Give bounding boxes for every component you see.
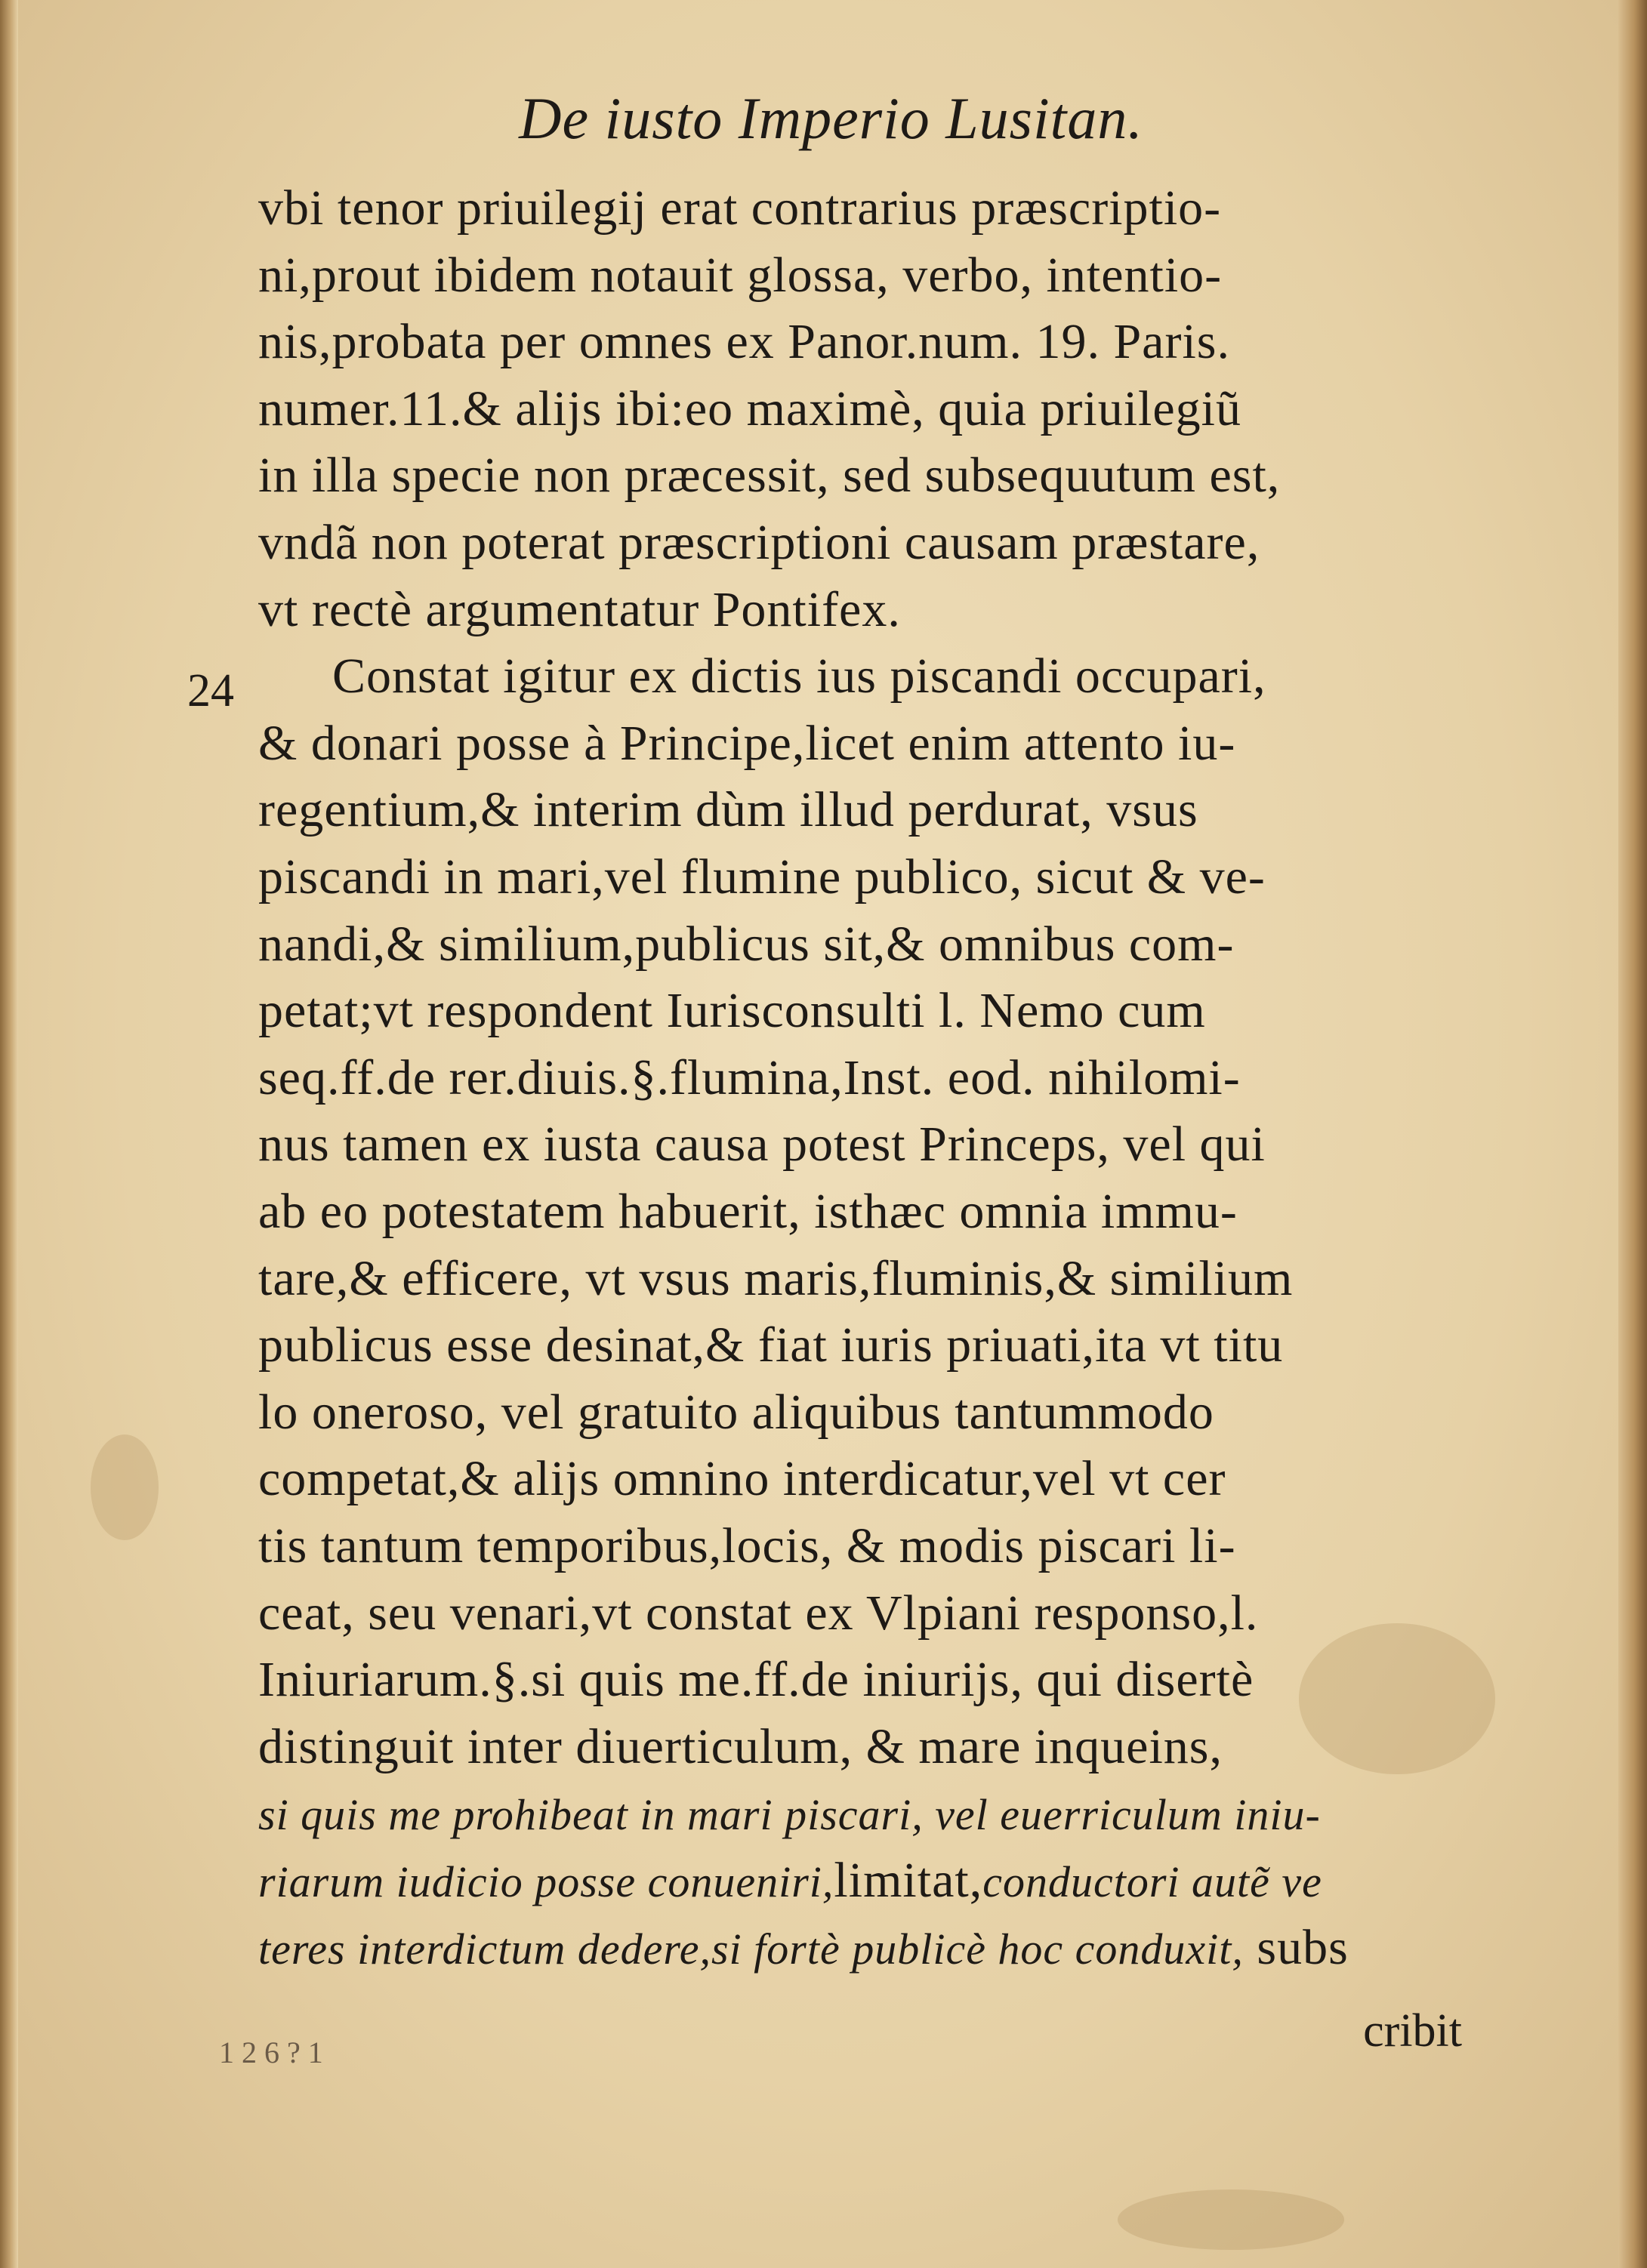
text-line	[258, 710, 1235, 777]
text-line	[258, 1246, 1293, 1312]
text-segment: ab eo potestatem habuerit, isthæc omnia immu-	[258, 1184, 1238, 1239]
text-line	[258, 1915, 1349, 1981]
text-segment: subs	[1243, 1919, 1349, 1975]
text-line	[258, 376, 1241, 442]
text-line	[258, 1045, 1241, 1111]
text-segment: lo oneroso, vel gratuito aliquibus tantummodo	[258, 1384, 1214, 1440]
text-segment: si quis me prohibeat in mari piscari, vel euerriculum iniu-	[258, 1790, 1321, 1840]
text-segment: limitat,	[834, 1853, 983, 1908]
text-line	[258, 1379, 1214, 1446]
binding-gutter	[0, 0, 18, 2268]
text-segment: Iniuriarum.§.si quis me.ff.de iniurijs, qui disertè	[258, 1652, 1254, 1708]
text-line	[332, 643, 1266, 710]
text-segment: conductori autẽ ve	[982, 1857, 1322, 1906]
text-line	[258, 1580, 1258, 1647]
text-line	[258, 777, 1198, 843]
text-line	[258, 978, 1206, 1044]
text-line	[258, 510, 1260, 576]
running-head: De iusto Imperio Lusitan.	[519, 85, 1143, 151]
foxing-stain	[1299, 1623, 1495, 1774]
text-segment: ceat, seu venari,vt constat ex Vlpiani responso,l.	[258, 1585, 1259, 1641]
text-line	[258, 1780, 1321, 1847]
signature-mark: 1 2 6 ? 1	[219, 2035, 323, 2069]
text-line	[258, 1111, 1266, 1178]
text-segment: regentium,& interim dùm illud perdurat, vsus	[258, 782, 1198, 838]
text-segment: distinguit inter diuerticulum, & mare inqueins,	[258, 1718, 1223, 1774]
text-segment: piscandi in mari,vel flumine publico, sicut & ve-	[258, 849, 1266, 904]
text-segment: competat,& alijs omnino interdicatur,vel vt cer	[258, 1451, 1226, 1507]
text-segment: nis,probata per omnes ex Panor.num. 19. Paris.	[258, 314, 1230, 370]
text-segment: nus tamen ex iusta causa potest Princeps, vel qui	[258, 1117, 1266, 1173]
text-segment: seq.ff.de rer.diuis.§.flumina,Inst. eod. nihilomi-	[258, 1049, 1241, 1105]
text-segment: tis tantum temporibus,locis, & modis piscari li-	[258, 1518, 1236, 1573]
text-segment: numer.11.& alijs ibi:eo maximè, quia priuilegiũ	[258, 381, 1241, 436]
text-line	[258, 1446, 1226, 1512]
text-segment: publicus esse desinat,& fiat iuris priuati,ita vt titu	[258, 1317, 1284, 1373]
text-segment: in illa specie non præcessit, sed subsequutum est,	[258, 448, 1281, 504]
text-line	[258, 844, 1266, 911]
catchword: cribit	[1363, 2005, 1462, 2057]
text-segment: vbi tenor priuilegij erat contrarius præscriptio-	[258, 180, 1222, 236]
text-line	[258, 1513, 1236, 1579]
text-line	[258, 175, 1221, 242]
text-segment: Constat igitur ex dictis ius piscandi occupari,	[332, 649, 1266, 704]
text-line	[258, 1847, 1322, 1914]
text-segment: vt rectè argumentatur Pontifex.	[258, 581, 901, 637]
text-segment: ni,prout ibidem notauit glossa, verbo, intentio-	[258, 247, 1223, 303]
text-line	[258, 1714, 1223, 1780]
text-line	[258, 911, 1235, 978]
text-line	[258, 1179, 1238, 1245]
page-edge	[1618, 0, 1647, 2268]
foxing-stain	[91, 1434, 159, 1540]
text-line	[258, 442, 1280, 509]
text-segment: teres interdictum dedere,si fortè publicè hoc conduxit,	[258, 1924, 1244, 1974]
text-segment: riarum iudicio posse conueniri,	[258, 1857, 834, 1906]
foxing-stain	[1118, 2189, 1344, 2250]
marginal-number: 24	[187, 665, 234, 716]
text-segment: tare,& efficere, vt vsus maris,fluminis,& similium	[258, 1250, 1294, 1306]
text-line	[258, 309, 1230, 375]
text-segment: & donari posse à Principe,licet enim attento iu-	[258, 715, 1236, 771]
text-segment: petat;vt respondent Iurisconsulti l. Nemo cum	[258, 983, 1206, 1039]
text-line	[258, 242, 1222, 309]
text-segment: vndã non poterat præscriptioni causam præstare,	[258, 515, 1260, 570]
text-line	[258, 1647, 1254, 1713]
text-line	[258, 1312, 1283, 1379]
text-line	[258, 577, 901, 643]
text-segment: nandi,& similium,publicus sit,& omnibus com-	[258, 916, 1235, 972]
